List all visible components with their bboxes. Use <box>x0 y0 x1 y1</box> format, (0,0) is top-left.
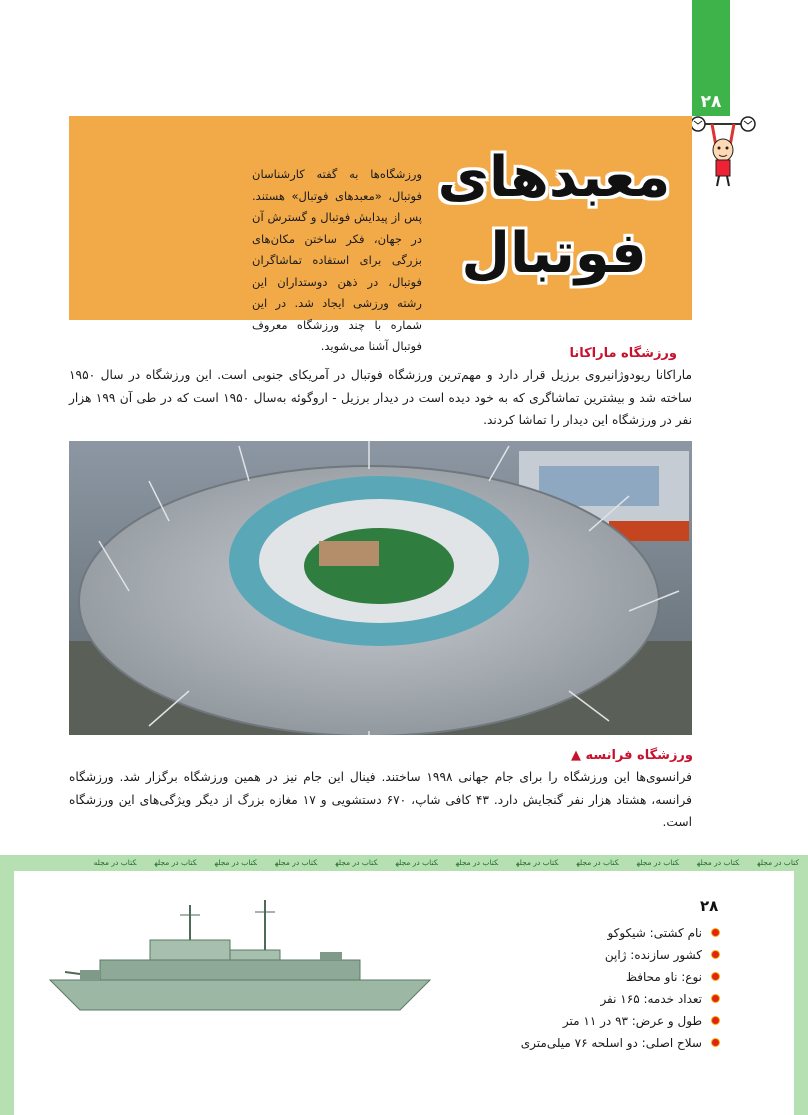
strip-label: کتاب در مجله <box>214 858 258 867</box>
strip-label: کتاب در مجله <box>757 858 799 867</box>
bullet-icon <box>711 994 720 1003</box>
ship-fact-text: کشور سازنده: ژاپن <box>604 948 702 962</box>
ship-fact-text: طول و عرض: ۹۳ در ۱۱ متر <box>562 1014 702 1028</box>
strip-label: کتاب در مجله <box>516 858 559 867</box>
ship-fact-item <box>420 966 720 988</box>
ship-facts-list <box>420 922 720 1054</box>
title-line-2: فوتبال <box>461 221 647 286</box>
bottom-page-number: ۲۸ <box>700 897 719 915</box>
section-body-maracana: ماراکانا ریودوژانیروی برزیل قرار دارد و مهم‌ترین ورزشگاه فوتبال در آمریکای جنوبی است. این ورزشگاه در سال ۱۹۵۰ ساخته شد و بیشترین تماشاگری که به خود دیده است در دیدار برزیل - اروگوئه به‌سال ۱۹۵۰ است که در طی آن ۱۹۹ هزار نفر در ورزشگاه این دیدار را تماشا کردند. <box>69 368 692 427</box>
intro-text: ورزشگاه‌ها به گفته کارشناسان فوتبال، «معبدهای فوتبال» هستند. پس از پیدایش فوتبال و گسترش آن در جهان، فکر ساختن مکان‌های بزرگی برای استفاده تماشاگران فوتبال، در ذهن دوستداران این رشته ورزشی ایجاد شد. در این شماره با چند ورزشگاه معروف فوتبال آشنا می‌شوید. <box>252 167 422 353</box>
mascot-weightlifter-icon <box>688 112 758 190</box>
strip-label: کتاب در مجله <box>335 858 378 867</box>
frame-left <box>0 871 14 1115</box>
ship-fact-text: سلاح اصلی: دو اسلحه ۷۶ میلی‌متری <box>520 1036 702 1050</box>
strip-label: کتاب در مجله <box>697 858 740 867</box>
section-body-france: فرانسوی‌ها این ورزشگاه را برای جام جهانی ۱۹۹۸ ساختند. فینال این جام نیز در همین ورزشگاه برگزار شد. ورزشگاه فرانسه، هشتاد هزار نفر گنجایش دارد. ۴۳ کافی شاپ، ۶۷۰ دستشویی و ۱۷ مغازه بزرگ از دیگر ویژگی‌های این ورزشگاه است. <box>69 770 692 829</box>
strip-label: کتاب در مجله <box>93 858 137 867</box>
ship-fact-text: تعداد خدمه: ۱۶۵ نفر <box>600 992 702 1006</box>
page-title <box>428 140 680 292</box>
bullet-icon <box>711 1016 720 1025</box>
section-heading-france-text: ورزشگاه فرانسه <box>585 748 693 763</box>
ship-fact-item <box>420 1032 720 1054</box>
ship-fact-item <box>420 1010 720 1032</box>
triangle-marker-icon: ▲ <box>570 748 581 763</box>
strip-label: کتاب در مجله <box>395 858 438 867</box>
section-heading-maracana: ورزشگاه ماراکانا <box>569 346 677 361</box>
section-heading-france <box>571 748 693 763</box>
ship-fact-item <box>420 988 720 1010</box>
strip-label: کتاب در مجله <box>455 858 499 867</box>
strip-label: کتاب در مجله <box>154 858 197 867</box>
bullet-icon <box>711 1038 720 1047</box>
ship-fact-item <box>420 944 720 966</box>
ship-fact-text: نوع: ناو محافظ <box>625 970 702 984</box>
bullet-icon <box>711 928 720 937</box>
bullet-icon <box>711 950 720 959</box>
stadium-photo <box>69 441 692 735</box>
strip-label: کتاب در مجله <box>576 858 619 867</box>
title-line-1: معبدهای <box>437 145 671 210</box>
book-in-magazine-strip <box>0 855 808 871</box>
strip-label: کتاب در مجله <box>636 858 679 867</box>
bullet-icon <box>711 972 720 981</box>
page-number: ۲۸ <box>700 92 722 112</box>
strip-label: کتاب در مجله <box>275 858 318 867</box>
warship-illustration <box>40 900 440 1025</box>
ship-fact-text: نام کشتی: شیکوکو <box>607 926 702 940</box>
ship-fact-item <box>420 922 720 944</box>
frame-right <box>794 871 808 1115</box>
